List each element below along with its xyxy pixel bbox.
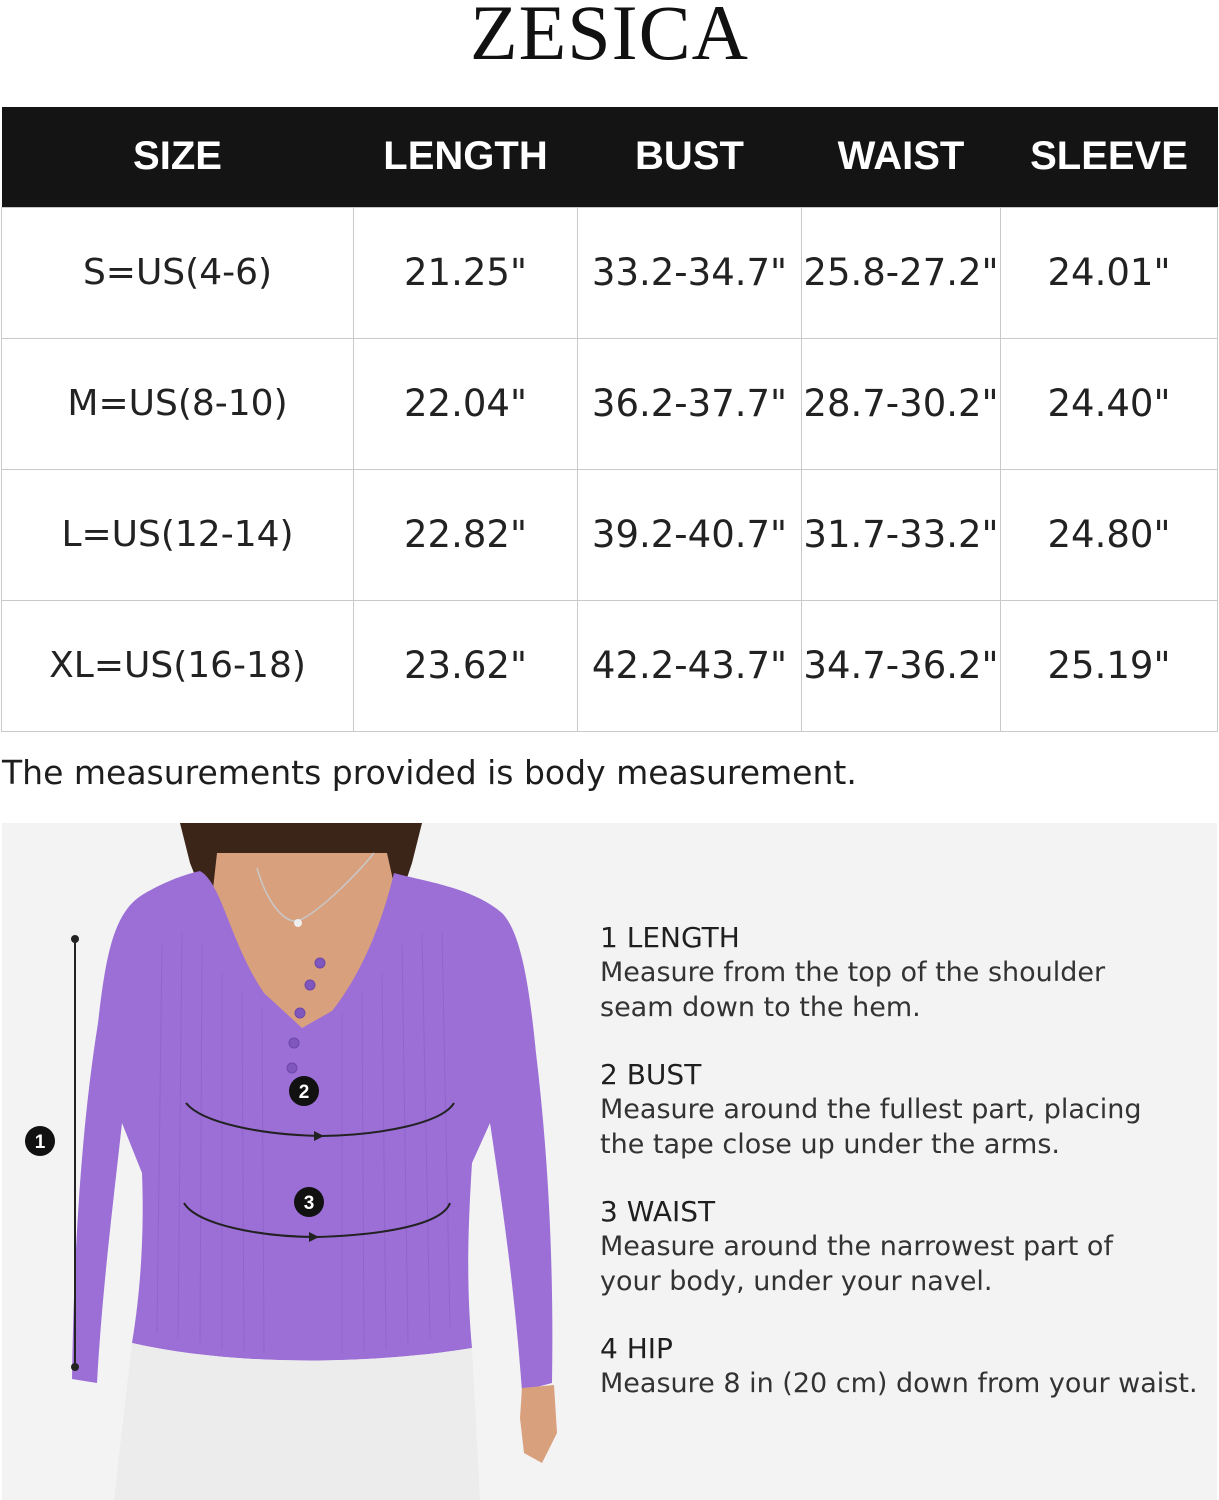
step-title: 1 LENGTH: [600, 921, 740, 954]
marker-2: [289, 1076, 319, 1106]
cell-size: M=US(8-10): [2, 338, 354, 469]
header-waist: WAIST: [802, 107, 1001, 207]
marker-3-label: 3: [303, 1193, 315, 1214]
step-bust: [600, 1058, 1210, 1162]
table-row: [2, 600, 1218, 731]
step-desc-line: your body, under your navel.: [600, 1266, 993, 1297]
marker-3: [294, 1187, 324, 1217]
cell-size: L=US(12-14): [2, 469, 354, 600]
cell-bust: 39.2-40.7": [578, 469, 802, 600]
cell-bust: 33.2-34.7": [578, 207, 802, 338]
cell-length: 21.25": [354, 207, 578, 338]
marker-2-label: 2: [298, 1082, 310, 1103]
cell-sleeve: 24.01": [1001, 207, 1218, 338]
cell-size: XL=US(16-18): [2, 600, 354, 731]
cell-sleeve: 24.40": [1001, 338, 1218, 469]
step-desc-line: Measure around the fullest part, placing: [600, 1094, 1142, 1125]
table-row: [2, 469, 1218, 600]
cell-sleeve: 25.19": [1001, 600, 1218, 731]
cell-waist: 31.7-33.2": [802, 469, 1001, 600]
cell-length: 22.04": [354, 338, 578, 469]
model-figure: [2, 823, 582, 1500]
header-bust: BUST: [578, 107, 802, 207]
cell-length: 22.82": [354, 469, 578, 600]
table-row: [2, 207, 1218, 338]
table-row: [2, 338, 1218, 469]
measurement-steps: [600, 921, 1210, 1434]
step-desc-line: Measure around the narrowest part of: [600, 1231, 1113, 1262]
step-desc-line: Measure 8 in (20 cm) down from your waist.: [600, 1368, 1198, 1399]
header-sleeve: SLEEVE: [1001, 107, 1218, 207]
step-title: 4 HIP: [600, 1332, 673, 1365]
brand-logo: ZESICA: [470, 0, 749, 76]
step-desc-line: Measure from the top of the shoulder: [600, 957, 1106, 988]
step-length: [600, 921, 1210, 1025]
cell-length: 23.62": [354, 600, 578, 731]
header-length: LENGTH: [354, 107, 578, 207]
measurement-guide-panel: [2, 823, 1217, 1500]
marker-1-label: 1: [34, 1132, 46, 1153]
header-size: SIZE: [2, 107, 354, 207]
step-desc-line: seam down to the hem.: [600, 992, 921, 1023]
measurement-note: The measurements provided is body measurement.: [2, 753, 857, 792]
white-pants: [114, 1343, 480, 1500]
cell-waist: 25.8-27.2": [802, 207, 1001, 338]
step-desc-line: the tape close up under the arms.: [600, 1129, 1060, 1160]
step-title: 2 BUST: [600, 1058, 702, 1091]
cell-size: S=US(4-6): [2, 207, 354, 338]
step-hip: [600, 1332, 1210, 1401]
hand: [520, 1385, 557, 1463]
cell-bust: 42.2-43.7": [578, 600, 802, 731]
cell-bust: 36.2-37.7": [578, 338, 802, 469]
marker-1: [25, 1126, 55, 1156]
step-title: 3 WAIST: [600, 1195, 716, 1228]
table-header-row: [2, 107, 1218, 207]
cell-sleeve: 24.80": [1001, 469, 1218, 600]
size-chart-table: [1, 107, 1218, 732]
cell-waist: 34.7-36.2": [802, 600, 1001, 731]
cell-waist: 28.7-30.2": [802, 338, 1001, 469]
step-waist: [600, 1195, 1210, 1299]
